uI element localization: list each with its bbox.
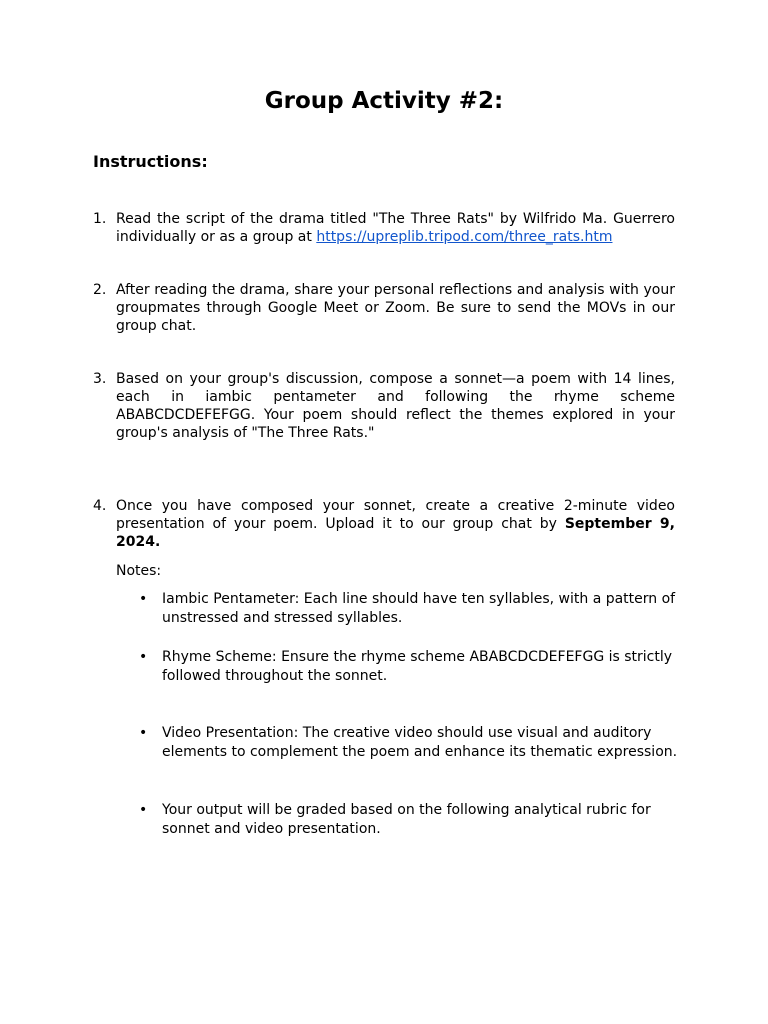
notes-label: Notes: (116, 563, 162, 579)
note-text: Rhyme Scheme: Ensure the rhyme scheme ABABCDCDEFEFGG is strictly followed throughout the sonnet. (162, 649, 673, 684)
item-text: After reading the drama, share your personal reflections and analysis with your groupmates through Google Meet or Zoom. Be sure to send the MOVs in our group chat. (116, 282, 675, 334)
item-text: Once you have composed your sonnet, create a creative 2-minute video presentation of your poem. Upload it to our group chat by September 9, 2024. (116, 498, 675, 550)
instruction-item-2 (93, 281, 675, 335)
item-text: Read the script of the drama titled "The Three Rats" by Wilfrido Ma. Guerrero individually or as a group at https://upreplib.tripod.com/three_rats.htm (116, 211, 675, 245)
instruction-item-4 (93, 497, 675, 551)
bullet-icon: • (139, 649, 148, 665)
bullet-icon: • (139, 725, 148, 741)
script-link[interactable]: https://upreplib.tripod.com/three_rats.htm (316, 229, 613, 245)
deadline-date: September 9, 2024. (116, 516, 675, 550)
instructions-heading: Instructions: (93, 152, 208, 171)
bullet-icon: • (139, 802, 148, 818)
note-text: Your output will be graded based on the following analytical rubric for sonnet and video presentation. (162, 802, 651, 837)
item-text: Based on your group's discussion, compose a sonnet—a poem with 14 lines, each in iambic pentameter and following the rhyme scheme ABABCDCDEFEFGG. Your poem should reflect the themes explored in your group's analysis of "The Three Rats." (116, 371, 675, 441)
bullet-icon: • (139, 591, 148, 607)
note-item (139, 801, 679, 839)
note-item (139, 590, 679, 628)
item-number: 1. (93, 211, 107, 227)
item-number: 3. (93, 371, 107, 387)
note-text: Video Presentation: The creative video should use visual and auditory elements to complement the poem and enhance its thematic expression. (162, 725, 678, 760)
note-text: Iambic Pentameter: Each line should have ten syllables, with a pattern of unstressed and stressed syllables. (162, 591, 676, 626)
page-title: Group Activity #2: (264, 88, 504, 114)
note-item (139, 648, 679, 686)
item-number: 2. (93, 282, 107, 298)
item-number: 4. (93, 498, 107, 514)
instruction-item-3 (93, 370, 675, 442)
instruction-item-1 (93, 210, 675, 246)
note-item (139, 724, 679, 762)
